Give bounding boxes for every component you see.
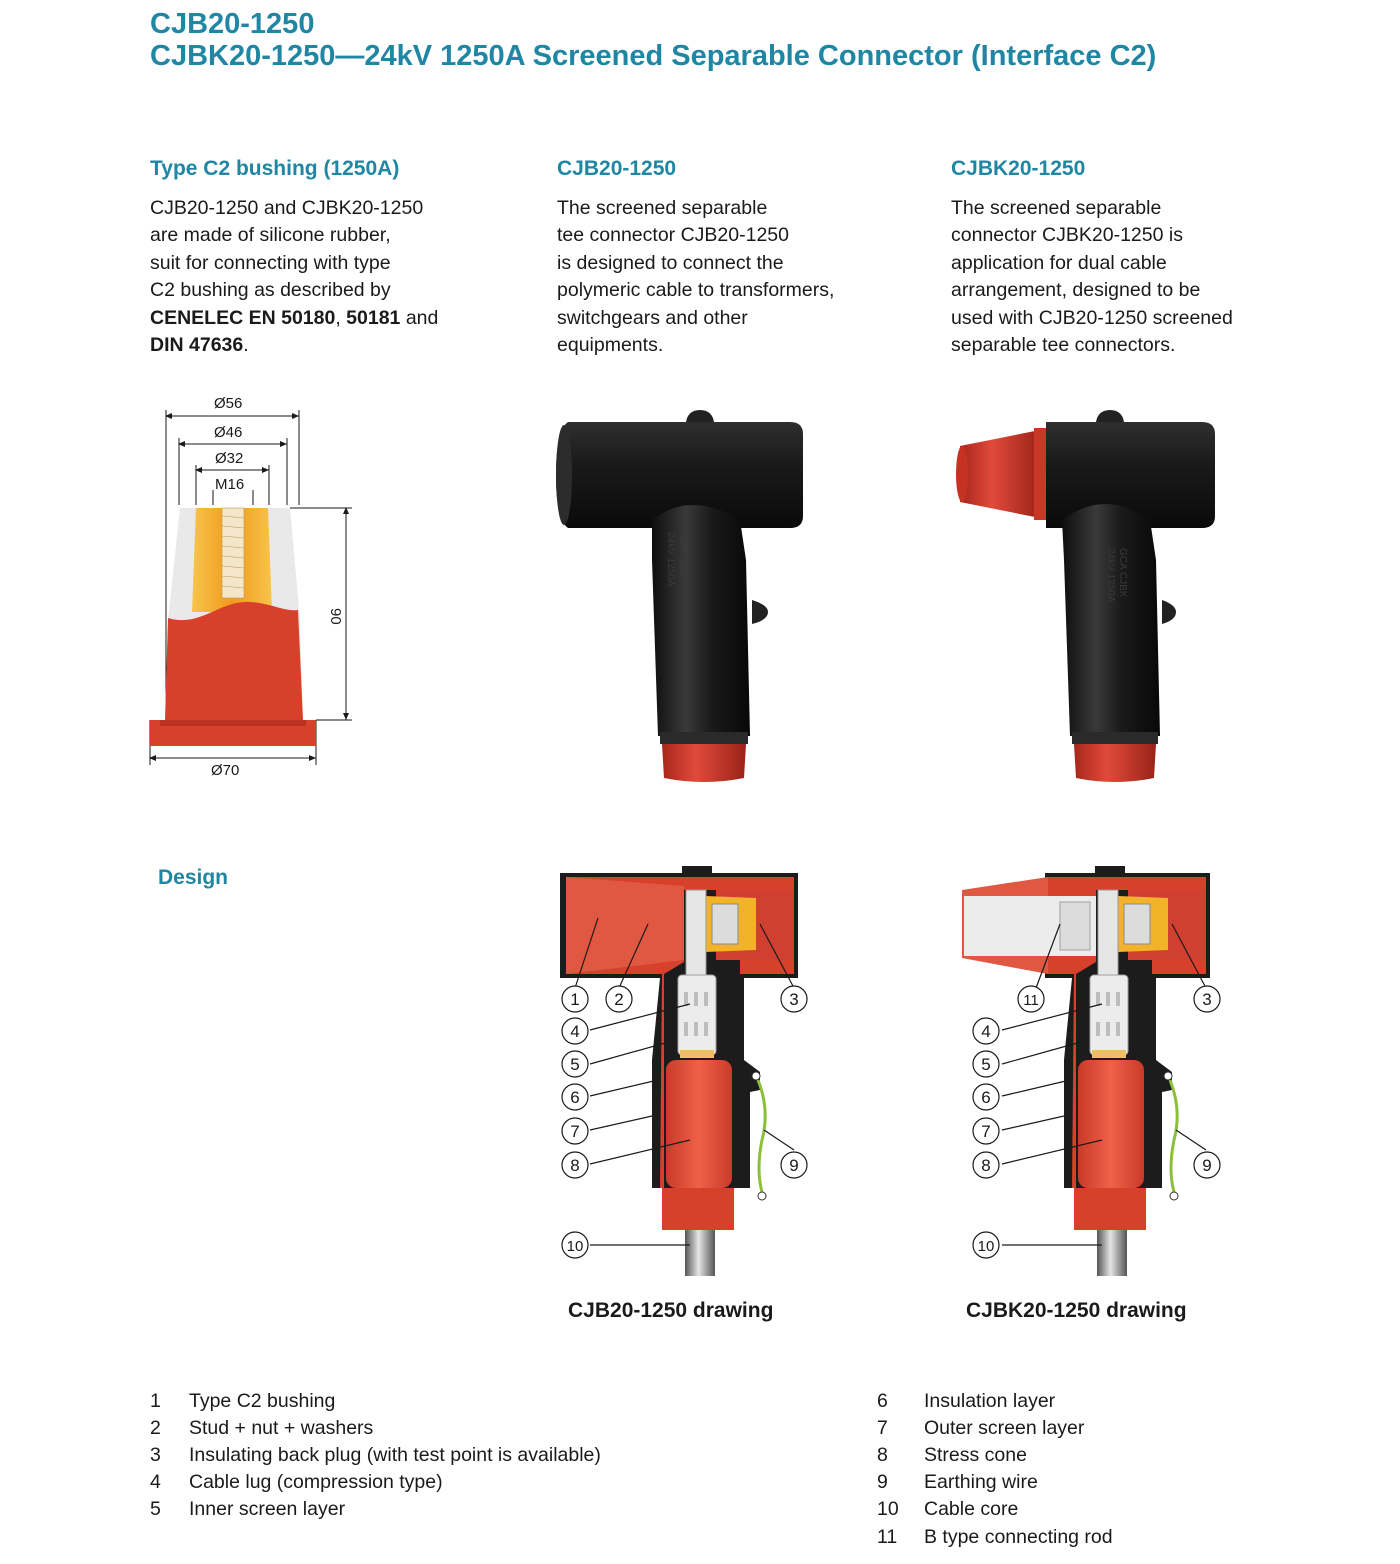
cjb-callout-2: 2: [614, 990, 624, 1009]
text-line: C2 bushing as described by: [150, 279, 391, 302]
legend-number: 2: [150, 1417, 161, 1439]
cjb-callout-6: 6: [570, 1088, 580, 1107]
page-title-line-1: CJB20-1250: [150, 8, 315, 40]
legend-text: Type C2 bushing: [189, 1390, 336, 1412]
text-sep: ,: [335, 306, 347, 329]
legend-text: Inner screen layer: [189, 1498, 346, 1520]
cjbk-drawing-caption: CJBK20-1250 drawing: [966, 1299, 1187, 1322]
marking-line: 24kV 1250A: [665, 532, 676, 587]
text-line: application for dual cable: [951, 251, 1167, 274]
page-title-line-2: CJBK20-1250—24kV 1250A Screened Separable Connector (Interface C2): [150, 40, 1157, 72]
cjbk-callout-10: 10: [977, 1238, 995, 1255]
dim-d56: Ø56: [214, 395, 243, 412]
standard-ref: DIN 47636: [150, 334, 244, 357]
legend-number: 3: [150, 1444, 161, 1466]
cjb-callout-1: 1: [570, 990, 580, 1009]
legend-number: 9: [877, 1471, 888, 1493]
standard-ref: CENELEC EN 50180: [150, 306, 336, 329]
cjb-callout-7: 7: [570, 1122, 580, 1141]
text-line: are made of silicone rubber,: [150, 224, 391, 247]
legend-right: [877, 1390, 1297, 1560]
legend-number: 6: [877, 1390, 888, 1412]
text-line: The screened separable: [557, 197, 768, 219]
cjbk-callout-5: 5: [981, 1055, 991, 1074]
text-line: switchgears and other: [557, 306, 748, 329]
text-line: CJB20-1250 and CJBK20-1250: [150, 197, 424, 219]
text-line: separable tee connectors.: [951, 334, 1176, 357]
text-end: .: [243, 334, 249, 357]
cjbk-callout-6: 6: [981, 1088, 991, 1107]
legend-text: Cable lug (compression type): [189, 1471, 443, 1493]
cjbk-callout-8: 8: [981, 1156, 991, 1175]
legend-text: Stress cone: [924, 1444, 1027, 1466]
text-line: suit for connecting with type: [150, 251, 391, 274]
cjbk-callout-3: 3: [1202, 990, 1212, 1009]
legend-number: 8: [877, 1444, 888, 1466]
dim-m16: M16: [215, 476, 245, 493]
cjb-callout-9: 9: [789, 1156, 799, 1175]
dim-d70: Ø70: [211, 762, 240, 779]
legend-text: Stud + nut + washers: [189, 1417, 374, 1439]
cjb-drawing-caption: CJB20-1250 drawing: [568, 1299, 774, 1322]
legend-left: [150, 1390, 710, 1530]
cjb-callout-5: 5: [570, 1055, 580, 1074]
text-line: The screened separable: [951, 197, 1162, 219]
legend-number: 1: [150, 1390, 161, 1412]
text-line: tee connector CJB20-1250: [557, 224, 789, 247]
legend-text: B type connecting rod: [924, 1526, 1113, 1548]
cjbk-callout-9: 9: [1202, 1156, 1212, 1175]
legend-text: Insulation layer: [924, 1390, 1056, 1412]
cjb-section-title: CJB20-1250: [557, 157, 677, 180]
text-line: connector CJBK20-1250 is: [951, 224, 1183, 247]
cjbk-callout-4: 4: [981, 1022, 991, 1041]
cjbk-callout-11: 11: [1023, 992, 1039, 1009]
text-line: polymeric cable to transformers,: [557, 279, 835, 302]
marking-line: GCA CJB: [677, 532, 688, 575]
legend-text: Earthing wire: [924, 1471, 1038, 1493]
text-sep: and: [400, 306, 439, 329]
text-line: arrangement, designed to be: [951, 279, 1201, 302]
legend-number: 11: [877, 1526, 898, 1548]
cjb-callout-4: 4: [570, 1022, 580, 1041]
legend-number: 4: [150, 1471, 161, 1493]
text-line: is designed to connect the: [557, 251, 784, 274]
legend-number: 10: [877, 1498, 899, 1520]
legend-text: Insulating back plug (with test point is available): [189, 1444, 601, 1466]
marking-line: GCA CJBK: [1117, 548, 1128, 598]
bushing-section-title: Type C2 bushing (1250A): [150, 157, 400, 180]
cjb-callout-10: 10: [566, 1238, 584, 1255]
marking-line: 24kV 1250A: [1105, 548, 1116, 603]
legend-text: Cable core: [924, 1498, 1019, 1520]
legend-number: 7: [877, 1417, 888, 1439]
dim-h90: 90: [327, 608, 344, 625]
design-section-title: Design: [158, 866, 229, 889]
cjb-callout-8: 8: [570, 1156, 580, 1175]
cjbk-callout-7: 7: [981, 1122, 991, 1141]
cjb-callout-3: 3: [789, 990, 799, 1009]
legend-text: Outer screen layer: [924, 1417, 1085, 1439]
dim-d32: Ø32: [215, 450, 244, 467]
text-line: used with CJB20-1250 screened: [951, 306, 1233, 329]
dim-d46: Ø46: [214, 424, 243, 441]
cjbk-section-title: CJBK20-1250: [951, 157, 1086, 180]
standard-ref: 50181: [346, 306, 401, 329]
text-line: equipments.: [557, 334, 664, 357]
legend-number: 5: [150, 1498, 161, 1520]
